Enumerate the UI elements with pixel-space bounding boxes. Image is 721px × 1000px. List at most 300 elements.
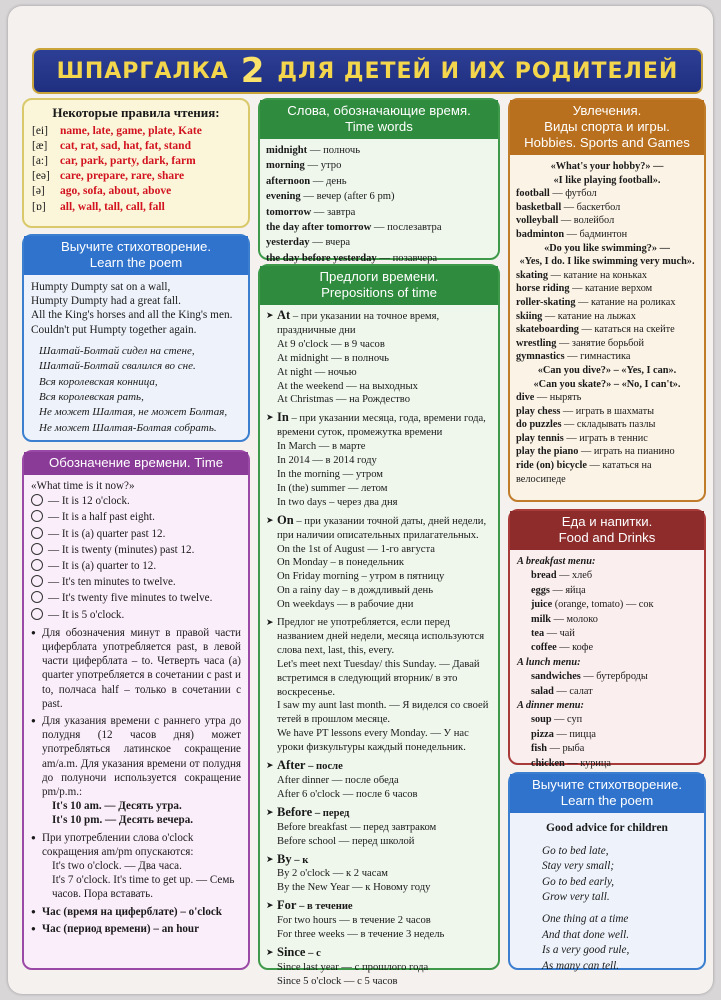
clock-row: [31, 493, 241, 509]
hobby-ru: — занятие борьбой: [556, 337, 645, 349]
prep-before-word: Before: [277, 804, 313, 819]
poem-line: Go to bed late,: [542, 844, 609, 857]
hobby-row: [516, 201, 698, 215]
hobby-row: [516, 214, 698, 228]
arrow-icon: ➤: [266, 514, 274, 525]
header-line: Food and Drinks: [558, 530, 656, 545]
header-line: Hobbies. Sports and Games: [524, 135, 690, 150]
reading-symbol: [ə]: [32, 185, 45, 198]
arrow-icon: ➤: [266, 946, 274, 957]
hobby-ru: — гимнастика: [564, 351, 631, 363]
hobby-ru: — катание на роликах: [575, 296, 676, 308]
time-word-ru: — день: [310, 175, 347, 187]
header-line: Предлоги времени.: [319, 269, 439, 284]
time-word-row: [266, 205, 492, 220]
reading-words: care, prepare, rare, share: [60, 170, 185, 183]
prep-before-head: [266, 806, 492, 821]
hobby-row: [516, 323, 698, 337]
poem-2-lines: [518, 844, 696, 975]
prep-example: In the morning — утром: [277, 468, 384, 480]
clock-text: — It is 12 o'clock.: [48, 495, 130, 508]
hobby-en: badminton: [516, 228, 565, 240]
time-word-ru: — завтра: [311, 206, 356, 218]
hobby-en: wrestling: [516, 337, 557, 349]
food-ru: — яйца: [549, 584, 586, 596]
time-word-row: [266, 235, 492, 250]
hobby-ru: — катание на лыжах: [542, 310, 636, 322]
title-left: ШПАРГАЛКА: [56, 58, 229, 84]
hobby-row: [516, 445, 698, 459]
prep-since-desc: – с: [305, 947, 321, 959]
header-line: Learn the poem: [560, 793, 654, 808]
clock-icon: [31, 559, 43, 571]
prep-example: On Friday morning – утром в пятницу: [277, 571, 445, 583]
food-ru: — пицца: [553, 728, 596, 740]
food-row: [517, 584, 697, 598]
time-example-2b: It's 10 pm. — Десять вечера.: [52, 814, 194, 827]
food-row: [517, 742, 697, 756]
hobby-en: do puzzles: [516, 419, 562, 431]
prep-for: [266, 899, 492, 942]
prep-for-desc: – в течение: [296, 901, 353, 913]
prep-example: Since last year — с прошлого года: [277, 961, 429, 973]
prep-example: For two hours — в течение 2 часов: [277, 915, 431, 927]
poem-line: Вся королевская рать,: [39, 391, 144, 404]
hobby-ru: — играть на пианино: [578, 446, 675, 458]
hobby-en: skateboarding: [516, 324, 579, 336]
prep-since-head: [266, 946, 492, 961]
prepositions-card: [258, 264, 500, 987]
time-word-row: [266, 220, 492, 235]
prep-example: For three weeks — в течение 3 недель: [277, 929, 445, 941]
reading-words: ago, sofa, about, above: [60, 185, 172, 198]
time-word-ru: — послезавтра: [371, 222, 442, 234]
hobby-question: «Can you dive?» – «Yes, I can».: [537, 364, 677, 376]
reading-symbol: [ei]: [32, 124, 48, 137]
poem-line: Is a very good rule,: [542, 944, 630, 957]
time-word-ru: — вечер (after 6 pm): [300, 191, 395, 203]
time-header: Обозначение времени. Time: [24, 452, 248, 475]
hobby-question: «Yes, I do. I like swimming very much».: [519, 256, 695, 268]
food-row: [517, 627, 697, 641]
food-row: [517, 728, 697, 742]
header-line: Выучите стихотворение.: [531, 777, 683, 792]
hobby-en: skating: [516, 269, 549, 281]
reading-title: Некоторые правила чтения:: [52, 105, 220, 120]
header-line: Еда и напитки.: [561, 514, 653, 529]
prep-example: On the 1st of August — 1-го августа: [277, 543, 435, 555]
prep-example: In (the) summer — летом: [277, 482, 388, 494]
clock-icon: [31, 608, 43, 620]
food-en: fish: [531, 743, 548, 755]
time-note-4: ● Час (время на циферблате) – o'clock: [31, 905, 241, 919]
poem-line: Humpty Dumpty had a great fall.: [31, 295, 181, 308]
hobby-ru: — кататься на велосипеде: [516, 460, 652, 485]
poem-2-title: Good advice for children: [546, 822, 668, 834]
food-ru: — хлеб: [556, 570, 593, 582]
hobby-question: «What's your hobby?» —: [550, 161, 664, 172]
prep-for-head: [266, 899, 492, 914]
food-en: chicken: [531, 757, 565, 769]
hobby-row: [516, 418, 698, 432]
prep-no-text: Предлог не употребляется, если перед названием дней недели, месяца используются слова next, last, this, every.: [277, 617, 485, 656]
header-line: Виды спорта и игры.: [544, 119, 670, 134]
prep-example: Before breakfast — перед завтраком: [277, 821, 437, 833]
poem-1-russian: [31, 344, 241, 436]
poem-1-header: [24, 236, 248, 275]
food-ru: — кофе: [556, 642, 594, 654]
menu-title: A breakfast menu:: [517, 556, 596, 567]
clock-row: [31, 574, 241, 590]
prep-since-word: Since: [277, 944, 306, 959]
poem-line: All the King's horses and all the King's men.: [31, 309, 233, 322]
food-row: [517, 713, 697, 727]
time-question: «What time is it now?»: [31, 480, 135, 492]
hobby-ru: — баскетбол: [561, 201, 621, 213]
prep-example: By 2 o'clock — к 2 часам: [277, 868, 389, 880]
arrow-icon: ➤: [266, 760, 274, 771]
hobby-row: [516, 459, 698, 486]
prep-at: [266, 309, 492, 407]
hobby-en: play tennis: [516, 432, 564, 444]
food-ru: — курица: [564, 757, 611, 769]
food-en: pizza: [531, 728, 554, 740]
hobby-question: «I like playing football».: [553, 174, 661, 186]
prep-on: [266, 514, 492, 612]
hobby-en: roller-skating: [516, 296, 576, 308]
prep-example: At the weekend — на выходных: [277, 380, 418, 392]
header-line: Time words: [345, 119, 413, 134]
hobby-en: ride (on) bicycle: [516, 460, 587, 472]
clock-text: — It is twenty (minutes) past 12.: [48, 543, 195, 556]
food-ru: — салат: [553, 685, 593, 697]
prep-example: Since 5 o'clock — с 5 часов: [277, 975, 398, 987]
time-words-header: [260, 100, 498, 139]
time-word-en: the day before yesterday: [266, 252, 377, 264]
prep-example: In March — в марте: [277, 441, 366, 453]
title-number: 2: [240, 51, 266, 91]
food-ru: — молоко: [551, 613, 598, 625]
time-word-ru: — вчера: [309, 237, 351, 249]
hobbies-body: [510, 155, 704, 491]
prep-example: After dinner — после обеда: [277, 775, 399, 786]
poem-card-2: [508, 772, 706, 970]
food-row: [517, 670, 697, 684]
poem-card-1: [22, 234, 250, 442]
reading-row: [32, 169, 240, 184]
prep-since: [266, 946, 492, 989]
time-word-en: evening: [266, 191, 301, 203]
clock-icon: [31, 527, 43, 539]
reading-symbol: [eə]: [32, 170, 50, 183]
prep-example: On weekdays — в рабочие дни: [277, 599, 414, 611]
prep-example: At 9 o'clock — в 9 часов: [277, 338, 385, 350]
reading-symbol: [a:]: [32, 155, 48, 167]
hobby-question: «Do you like swimming?» —: [544, 242, 670, 254]
prep-on-word: On: [277, 512, 294, 527]
hobby-ru: — волейбол: [558, 215, 615, 227]
food-ru: — бутерброды: [580, 671, 648, 683]
hobby-ru: — играть в теннис: [563, 432, 648, 444]
time-example-3a: It's two o'clock. — Два часа.: [52, 860, 182, 873]
prep-example: Let's meet next Tuesday/ this Sunday. — Давай встретимся в следующий вторник/ в это воскресенье.: [277, 658, 480, 698]
food-row: [517, 685, 697, 699]
prep-example: I saw my aunt last month. — Я виделся со своей тетей в прошлом месяце.: [277, 700, 489, 726]
prep-for-word: For: [277, 898, 297, 913]
food-en: coffee: [531, 642, 557, 654]
time-word-ru: — позавчера: [376, 252, 438, 264]
time-example-2a: It's 10 am. — Десять утра.: [52, 800, 182, 813]
menu-title: A dinner menu:: [517, 700, 584, 712]
prep-example: Before school — перед школой: [277, 835, 415, 847]
hobby-row: [516, 432, 698, 446]
hobby-ru: — бадминтон: [564, 228, 628, 240]
hobby-row: [516, 282, 698, 296]
prep-in: [266, 411, 492, 509]
hobby-row: [516, 228, 698, 242]
time-note-2: ● Для указания времени с раннего утра до полудня (12 часов дня) может употребляться латинское сокращение am/a.m. Для указания времени от полудня до полуночи используется сокращение pm/p.m.: It's 10 am. — Десять утра. It's 10 pm. — Десять вечера.: [31, 714, 241, 828]
prep-before-desc: – перед: [312, 807, 350, 819]
reading-row: [32, 154, 240, 169]
arrow-icon: ➤: [266, 900, 274, 911]
hobby-en: play the piano: [516, 446, 579, 458]
food-en: milk: [531, 613, 552, 625]
food-en: eggs: [531, 584, 550, 596]
time-word-row: [266, 189, 492, 204]
arrow-icon: ➤: [266, 617, 274, 628]
prep-at-head: [266, 309, 492, 338]
time-words-list: [260, 139, 498, 270]
time-word-row: [266, 158, 492, 173]
hobby-en: gymnastics: [516, 351, 565, 363]
poem-line: Не может Шалтая, не может Болтая,: [39, 406, 228, 419]
arrow-icon: ➤: [266, 412, 274, 423]
clock-text: — It's twenty five minutes to twelve.: [48, 592, 213, 605]
hobby-ru: — играть в шахматы: [560, 405, 654, 417]
food-en: sandwiches: [531, 671, 581, 683]
clock-icon: [31, 543, 43, 555]
poem-line: Humpty Dumpty sat on a wall,: [31, 281, 171, 293]
reading-words: name, late, game, plate, Kate: [60, 124, 202, 137]
hobby-row: [516, 405, 698, 419]
poem-line: Шалтай-Болтай свалился во сне.: [39, 360, 196, 373]
prep-example: After 6 o'clock — после 6 часов: [277, 788, 418, 800]
poem-line: And that done well.: [542, 928, 630, 941]
hobby-ru: — кататься на скейте: [578, 324, 675, 336]
title-right: ДЛЯ ДЕТЕЙ И ИХ РОДИТЕЛЕЙ: [277, 58, 679, 84]
clock-text: — It is 5 o'clock.: [48, 608, 125, 621]
header-line: Выучите стихотворение.: [60, 239, 212, 254]
hobby-row: [516, 391, 698, 405]
poem-line: Вся королевская конница,: [39, 375, 158, 388]
hobby-ru: — складывать пазлы: [561, 419, 656, 431]
hobby-ru: — нырять: [534, 392, 582, 404]
reading-symbol: [æ]: [32, 139, 48, 152]
reading-row: [32, 184, 240, 199]
clock-text: — It is (a) quarter to 12.: [48, 560, 157, 573]
prep-no-preposition: [266, 616, 492, 755]
prep-example: We have PT lessons every Monday. — У нас уроки физкультуры каждый понедельник.: [277, 728, 469, 754]
prep-by-head: [266, 853, 492, 868]
hobby-en: play chess: [516, 405, 561, 417]
poem-line: Go to bed early,: [542, 875, 615, 888]
header-line: Слова, обозначающие время.: [287, 103, 471, 118]
hobbies-header: [510, 100, 704, 155]
poem-line: Couldn't put Humpty together again.: [31, 323, 197, 336]
poem-line: One thing at a time: [542, 912, 629, 925]
prep-after: [266, 759, 492, 802]
poem-line: Шалтай-Болтай сидел на стене,: [39, 344, 195, 357]
clock-icon: [31, 510, 43, 522]
prep-by: [266, 853, 492, 896]
prep-in-head: [266, 411, 492, 440]
prep-in-word: In: [277, 410, 289, 425]
time-note-3: ● При употреблении слова o'clock сокращения am/pm опускаются: It's two o'clock. — Два часа. It's 7 o'clock. It's time to get up. — Семь часов. Пора вставать.: [31, 831, 241, 902]
hobbies-card: [508, 98, 706, 502]
clock-text: — It is (a) quarter past 12.: [48, 527, 166, 540]
arrow-icon: ➤: [266, 806, 274, 817]
poem-2-header: [510, 774, 704, 813]
food-ru: — чай: [544, 628, 575, 640]
clock-text: — It is a half past eight.: [48, 511, 155, 524]
clock-row: [31, 607, 241, 623]
cheat-sheet: [8, 6, 713, 994]
prep-example: On a rainy day – в дождливый день: [277, 585, 434, 597]
clock-row: [31, 590, 241, 606]
time-note-5: ● Час (период времени) – an hour: [31, 922, 241, 936]
clock-text: — It's ten minutes to twelve.: [48, 576, 176, 589]
food-card: [508, 509, 706, 769]
hobby-row: [516, 337, 698, 351]
clock-icon: [31, 575, 43, 587]
food-row: [517, 757, 697, 771]
hobby-question: «Can you skate?» – «No, I can't».: [533, 378, 681, 390]
page-title: [32, 48, 703, 94]
hobby-en: horse riding: [516, 283, 570, 295]
poem-line: Stay very small;: [542, 860, 615, 873]
time-word-ru: — полночь: [307, 145, 361, 156]
menu-title: A lunch menu:: [517, 656, 581, 668]
hobby-row: [516, 269, 698, 283]
prep-example: In two days – через два дня: [277, 496, 398, 508]
food-row: [517, 598, 697, 612]
hobby-row: [516, 187, 698, 201]
clock-row: [31, 558, 241, 574]
clock-row: [31, 542, 241, 558]
time-word-row: [266, 143, 492, 158]
food-row: [517, 641, 697, 655]
reading-symbol: [ɒ]: [32, 200, 46, 213]
clock-row: [31, 526, 241, 542]
prep-after-word: After: [277, 758, 306, 773]
food-header: [510, 511, 704, 550]
prep-example: At Christmas — на Рождество: [277, 394, 411, 406]
food-en: soup: [531, 714, 552, 726]
prep-at-word: At: [277, 308, 291, 322]
reading-words: cat, rat, sad, hat, fat, stand: [60, 139, 191, 152]
hobby-ru: — катание верхом: [569, 283, 653, 295]
reading-row: [32, 124, 240, 139]
food-body: [510, 550, 704, 776]
time-word-en: yesterday: [266, 237, 310, 249]
clock-list: [31, 493, 241, 623]
prep-example: In 2014 — в 2014 году: [277, 455, 377, 467]
hobby-en: volleyball: [516, 215, 559, 227]
time-card: [22, 450, 250, 970]
prep-by-desc: – к: [291, 854, 309, 866]
reading-rows: [32, 124, 240, 215]
food-ru: — рыба: [547, 743, 585, 755]
food-en: salad: [531, 685, 554, 697]
prep-at-desc: – при указании на точное время, праздничные дни: [277, 311, 440, 336]
prep-on-desc: – при указании точной даты, дней недели, при наличии описательных прилагательных.: [277, 515, 487, 541]
reading-row: [32, 139, 240, 154]
prep-example: At night — ночью: [277, 366, 357, 378]
food-ru: (orange, tomato) — сок: [552, 599, 654, 611]
time-word-en: tomorrow: [266, 206, 312, 218]
food-en: bread: [531, 570, 557, 582]
food-row: [517, 613, 697, 627]
poem-line: Grow very tall.: [542, 891, 610, 904]
hobby-row: [516, 296, 698, 310]
header-line: Увлечения.: [572, 103, 642, 118]
reading-words: all, wall, tall, call, fall: [60, 200, 165, 213]
prep-example: At midnight — в полночь: [277, 352, 390, 364]
prep-after-desc: – после: [305, 761, 343, 773]
reading-row: [32, 200, 240, 215]
time-word-en: morning: [266, 160, 305, 172]
clock-icon: [31, 591, 43, 603]
hobby-ru: — катание на коньках: [548, 269, 648, 281]
hobby-en: basketball: [516, 201, 562, 213]
prep-after-head: [266, 759, 492, 774]
prepositions-header: [260, 266, 498, 305]
time-word-en: afternoon: [266, 175, 311, 187]
time-word-row: [266, 174, 492, 189]
prep-example: By the New Year — к Новому году: [277, 882, 431, 894]
time-note-1: ● Для обозначения минут в правой части циферблата употребляется past, в левой части циферблата – to. Четверть часа (a) quarter употребляется в сочетании с past и to, полчаса half – только в сочетании с past.: [31, 626, 241, 711]
prep-example: On Monday – в понедельник: [277, 557, 405, 569]
food-en: tea: [531, 628, 545, 640]
header-line: Prepositions of time: [321, 285, 437, 300]
prep-on-head: [266, 514, 492, 543]
poem-line: Не может Шалтая-Болтая собрать.: [39, 421, 217, 434]
clock-icon: [31, 494, 43, 506]
hobby-row: [516, 310, 698, 324]
food-ru: — суп: [551, 714, 583, 726]
hobby-en: football: [516, 188, 550, 200]
arrow-icon: ➤: [266, 853, 274, 864]
arrow-icon: ➤: [266, 310, 274, 320]
hobby-row: [516, 350, 698, 364]
poem-line: As many can tell.: [542, 959, 620, 972]
reading-rules-card: [22, 98, 250, 228]
prep-before: [266, 806, 492, 849]
time-word-en: midnight: [266, 145, 308, 156]
time-word-en: the day after tomorrow: [266, 222, 372, 234]
clock-row: [31, 509, 241, 525]
prep-no-head: [266, 616, 492, 658]
time-word-ru: — утро: [304, 160, 342, 172]
hobby-en: dive: [516, 392, 535, 404]
time-words-card: [258, 98, 500, 264]
header-line: Learn the poem: [89, 255, 183, 270]
prep-by-word: By: [277, 851, 292, 866]
food-row: [517, 569, 697, 583]
hobby-en: skiing: [516, 310, 543, 322]
hobby-ru: — футбол: [549, 188, 597, 200]
time-example-3b: It's 7 o'clock. It's time to get up. — Семь часов. Пора вставать.: [52, 874, 235, 901]
